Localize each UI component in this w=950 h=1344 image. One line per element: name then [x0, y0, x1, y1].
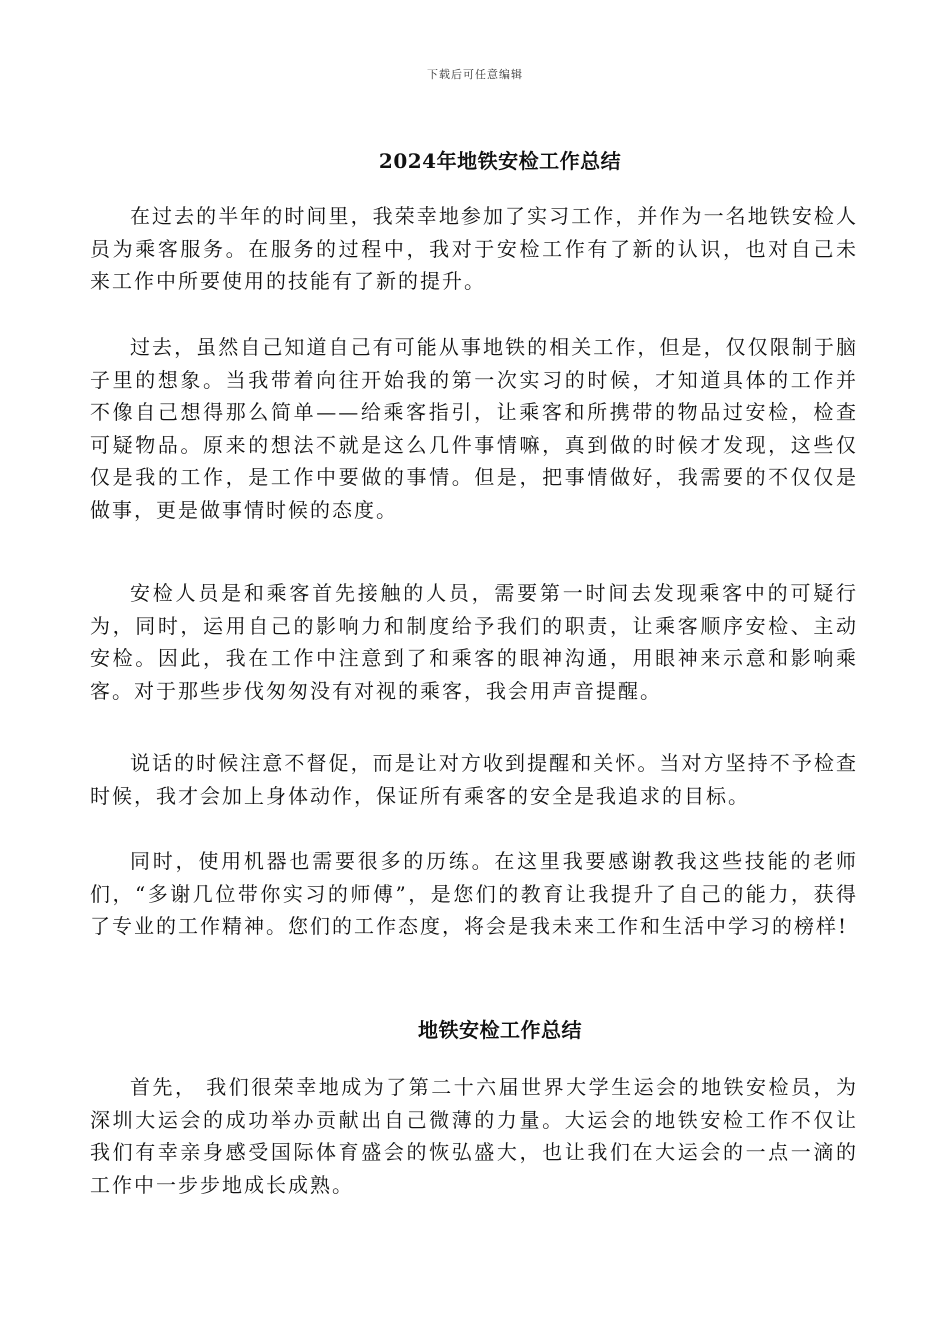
section1-title: 2024年地铁安检工作总结 [378, 149, 622, 173]
section1-paragraph-1: 在过去的半年的时间里，我荣幸地参加了实习工作，并作为一名地铁安检人员为乘客服务。在服务的过程中，我对于安检工作有了新的认识，也对自己未来工作中所要使用的技能有了新的提升。 [90, 204, 858, 293]
section1-paragraph-5: 同时，使用机器也需要很多的历练。在这里我要感谢教我这些技能的老师们，“多谢几位带你实习的师傅”，是您们的教育让我提升了自己的能力，获得了专业的工作精神。您们的工作态度，将会是我未来工作和生活中学习的榜样! [90, 849, 858, 938]
section2-title: 地铁安检工作总结 [418, 1018, 582, 1042]
section1-paragraph-4: 说话的时候注意不督促，而是让对方收到提醒和关怀。当对方坚持不予检查时候，我才会加上身体动作，保证所有乘客的安全是我追求的目标。 [90, 751, 858, 808]
section1-paragraph-3: 安检人员是和乘客首先接触的人员，需要第一时间去发现乘客中的可疑行为，同时，运用自己的影响力和制度给予我们的职责，让乘客顺序安检、主动安检。因此，我在工作中注意到了和乘客的眼神沟通，用眼神来示意和影响乘客。对于那些步伐匆匆没有对视的乘客，我会用声音提醒。 [90, 581, 858, 703]
header-note: 下载后可任意编辑 [427, 68, 523, 81]
section1-paragraph-2: 过去，虽然自己知道自己有可能从事地铁的相关工作，但是，仅仅限制于脑子里的想象。当我带着向往开始我的第一次实习的时候，才知道具体的工作并不像自己想得那么简单——给乘客指引，让乘客和所携带的物品过安检，检查可疑物品。原来的想法不就是这么几件事情嘛，真到做的时候才发现，这些仅仅是我的工作，是工作中要做的事情。但是，把事情做好，我需要的不仅仅是做事，更是做事情时候的态度。 [90, 335, 858, 522]
section2-paragraph-1: 首先， 我们很荣幸地成为了第二十六届世界大学生运会的地铁安检员，为深圳大运会的成功举办贡献出自己微薄的力量。大运会的地铁安检工作不仅让我们有幸亲身感受国际体育盛会的恢弘盛大，也让我们在大运会的一点一滴的工作中一步步地成长成熟。 [90, 1075, 858, 1197]
